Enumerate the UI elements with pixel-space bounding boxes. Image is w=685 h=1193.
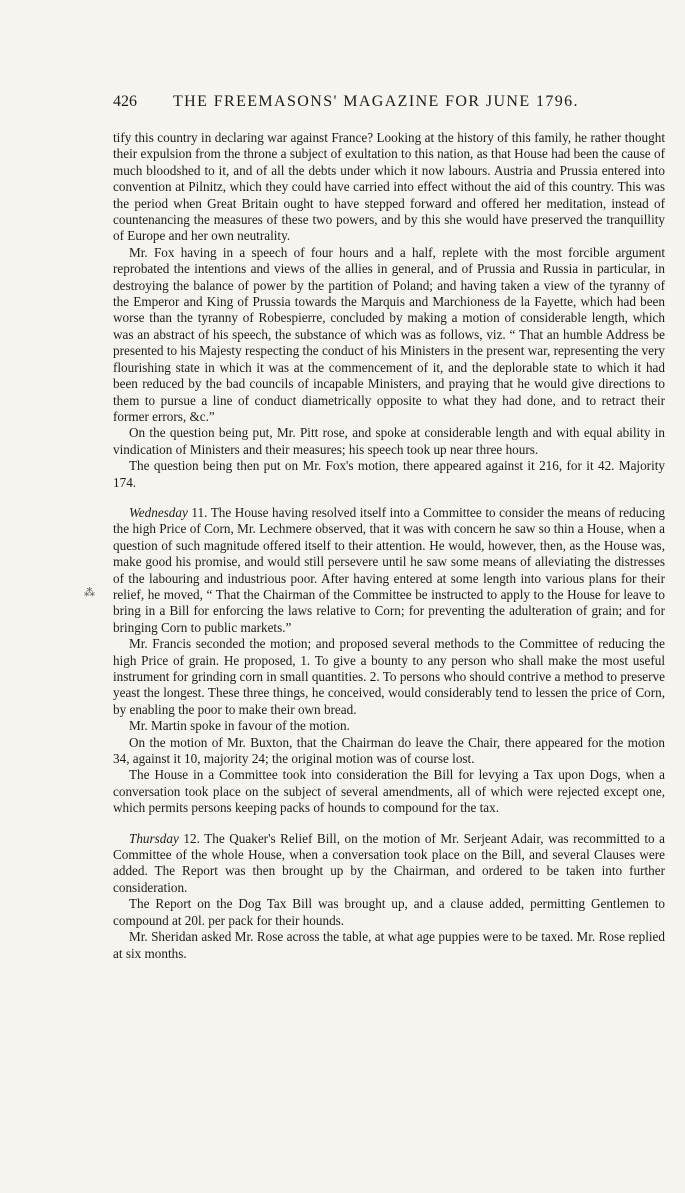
day-label: Thursday [129,830,179,846]
paragraph-wednesday: Wednesday 11. The House having resolved itself into a Committee to consider the means of reducing the high Price of Corn, Mr. Lechmere observed, that it was with concern he saw so thin a House, when a question of such magnitude offered itself to their attention. He would, however, then, as the House was, make good his promise, and would still persevere until he saw some means of alleviating the distresses of the labouring and industrious poor. After having entered at some length into various plans for their relief, he moved, “ That the Chairman of the Committee be instructed to apply to the House for leave to bring in a Bill for enforcing the laws relative to Corn; for preventing the adulteration of grain; and for bringing Corn to public markets.” [113,504,665,635]
paragraph: On the motion of Mr. Buxton, that the Chairman do leave the Chair, there appeared for the motion 34, against it 10, majority 24; the original motion was of course lost. [113,734,665,767]
day-label: Wednesday [129,504,188,520]
paragraph: tify this country in declaring war against France? Looking at the history of this family, he rather thought their expulsion from the throne a subject of exultation to this nation, as that House had been the cause of much bloodshed to it, and of all the debts under which it now labours. Austria and Prussia entered into convention at Pilnitz, which they could have carried into effect without the aid of this country. This was the period when Great Britain ought to have stepped forward and offered her meditation, instead of countenancing the measures of these two powers, and by this she would have preserved the tranquillity of Europe and her own neutrality. [113,130,665,244]
paragraph: Mr. Sheridan asked Mr. Rose across the table, at what age puppies were to be taxed. Mr. Rose replied at six months. [113,929,665,961]
paragraph-thursday: Thursday 12. The Quaker's Relief Bill, on the motion of Mr. Serjeant Adair, was recommitted to a Committee of the whole House, when a conversation took place on the Bill, and several Clauses were added. The Report was then brought up by the Chairman, and ordered to be taken into further consideration. [113,830,666,895]
paragraph: On the question being put, Mr. Pitt rose, and spoke at considerable length and with equal ability in vindication of Ministers and their measures; his speech took up near three hours. [113,425,665,457]
article-body [113,130,665,962]
paragraph: Mr. Martin spoke in favour of the motion. [129,718,350,734]
paragraph: Mr. Fox having in a speech of four hours and a half, replete with the most forcible argument reprobated the intentions and views of the allies in general, and of Prussia and Russia in particular, in destroying the balance of power by the partition of Poland; and having taken a view of the tyranny of the Emperor and King of Prussia towards the Marquis and Marchioness de la Fayette, which had been worse than the tyranny of Robespierre, concluded by making a motion of considerable length, which was an abstract of his speech, the substance of which was as follows, viz. “ That an humble Address be presented to his Majesty respecting the conduct of his Ministers in the present war, representing the very flourishing state in which it was at the commencement of it, and the deplorable state to which it had been reduced by the bad councils of incapable Ministers, and praying that he would give directions to them to pursue a line of conduct diametrically opposite to what they had done, and to retract their former errors, &c.” [113,244,665,424]
paragraph: Mr. Francis seconded the motion; and proposed several methods to the Committee of reducing the high Price of grain. He proposed, 1. To give a bounty to any person who shall make the most useful instrument for grinding corn in small quantities. 2. To persons who should contrive a method to preserve yeast the longest. These three things, he conceived, would considerably tend to lessen the price of Corn, by enabling the poor to make their own bread. [113,636,665,717]
margin-mark: ⁂ [84,586,95,599]
page-header [113,93,665,113]
paragraph: The Report on the Dog Tax Bill was brought up, and a clause added, permitting Gentlemen to compound at 20l. per pack for their hounds. [113,896,665,928]
page-number: 426 [113,93,137,110]
paragraph: The question being then put on Mr. Fox's motion, there appeared against it 216, for it 42. Majority 174. [113,458,665,490]
paragraph: The House in a Committee took into consideration the Bill for levying a Tax upon Dogs, when a conversation took place on the subject of several amendments, all of which were rejected except one, which permits persons keeping packs of hounds to compound for the tax. [113,767,665,816]
running-head: THE FREEMASONS' MAGAZINE FOR JUNE 1796. [173,93,579,110]
